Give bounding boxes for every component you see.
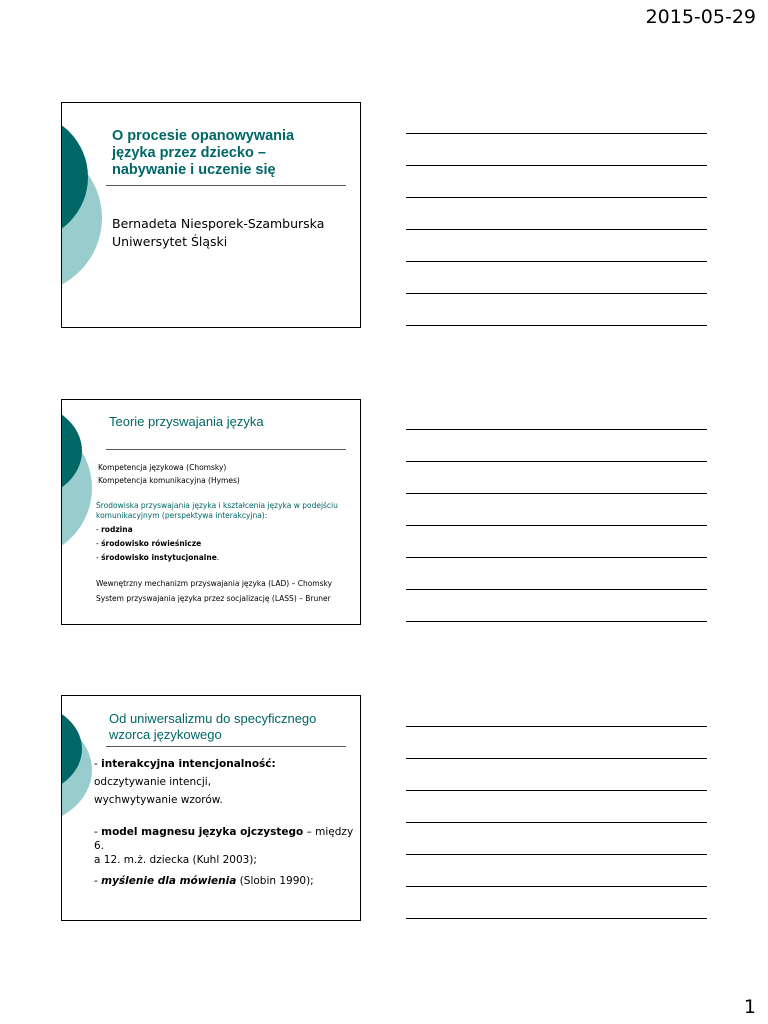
list-item: a 12. m.ż. dziecka (Kuhl 2003); [94, 854, 257, 866]
slide-1-title [112, 128, 346, 179]
bullet-bold-italic: myślenie dla mówienia [101, 875, 237, 887]
bullet-bold: model magnesu języka ojczystego [101, 826, 304, 838]
note-line [406, 790, 707, 791]
bullet-rest: (Slobin 1990); [236, 875, 314, 887]
slide-3-bullet-3 [94, 874, 356, 888]
slide-3-title-line: wzorca językowego [109, 727, 222, 742]
note-line [406, 461, 707, 462]
page-number: 1 [743, 996, 756, 1018]
note-line [406, 758, 707, 759]
note-line [406, 621, 707, 622]
slide-2 [61, 399, 361, 625]
note-line [406, 822, 707, 823]
slide-3-bullet-2 [94, 825, 356, 867]
slide-1-title-line: nabywanie i uczenie się [112, 162, 276, 178]
env-heading-line: Środowiska przyswajania języka i kształcenia języka w podejściu [96, 501, 338, 510]
note-line [406, 854, 707, 855]
slide-1-title-line: języka przez dziecko – [112, 145, 266, 161]
slide-3-body [94, 755, 356, 809]
note-line [406, 197, 707, 198]
slide-1-affiliation: Uniwersytet Śląski [112, 234, 228, 249]
list-item: Kompetencja językowa (Chomsky) [98, 463, 227, 472]
note-line [406, 918, 707, 919]
note-line [406, 133, 707, 134]
env-item-label: rodzina [101, 525, 133, 534]
note-line [406, 886, 707, 887]
note-line [406, 493, 707, 494]
note-line [406, 325, 707, 326]
list-item [94, 874, 356, 888]
dash: - [96, 525, 102, 534]
title-divider [106, 746, 346, 747]
note-line [406, 429, 707, 430]
dash: - [94, 875, 102, 887]
list-item [96, 551, 354, 565]
slide-2-body [98, 461, 354, 487]
title-divider [106, 185, 346, 186]
punctuation: . [216, 553, 220, 562]
env-list [96, 523, 354, 565]
list-item [96, 537, 354, 551]
list-item [96, 523, 354, 537]
list-item: Kompetencja komunikacyjna (Hymes) [98, 476, 240, 485]
note-line [406, 557, 707, 558]
note-line [406, 293, 707, 294]
note-line [406, 165, 707, 166]
bullet-bold: interakcyjna intencjonalność: [101, 758, 276, 770]
dash: - [96, 553, 102, 562]
list-item: System przyswajania języka przez socjalizację (LASS) – Bruner [96, 594, 331, 603]
env-heading-line: komunikacyjnym (perspektywa interakcyjna): [96, 511, 268, 520]
bullet-rest: – między 6. [94, 826, 354, 852]
list-item: Wewnętrzny mechanizm przyswajania języka (LAD) – Chomsky [96, 579, 333, 588]
slide-1-author: Bernadeta Niesporek-Szamburska [112, 216, 325, 231]
note-line [406, 525, 707, 526]
dash: - [96, 539, 102, 548]
list-item [94, 755, 356, 773]
list-item [94, 825, 356, 853]
list-item: wychwytywanie wzorów. [94, 794, 223, 806]
slide-1 [61, 102, 361, 328]
slide-3 [61, 695, 361, 921]
note-line [406, 229, 707, 230]
slide-2-title: Teorie przyswajania języka [109, 414, 264, 429]
note-line [406, 726, 707, 727]
note-line [406, 261, 707, 262]
mechanisms [96, 576, 356, 606]
page-date: 2015-05-29 [645, 6, 756, 28]
env-item-label: środowisko rówieśnicze [101, 539, 202, 548]
slide-3-title [109, 711, 346, 743]
title-divider [106, 449, 346, 450]
slide-3-title-line: Od uniwersalizmu do specyficznego [109, 711, 317, 726]
dash: - [94, 758, 102, 770]
list-item: odczytywanie intencji, [94, 776, 212, 788]
note-line [406, 589, 707, 590]
env-heading [96, 501, 354, 521]
dash: - [94, 826, 102, 838]
slide-1-title-line: O procesie opanowywania [112, 128, 295, 144]
env-item-label: środowisko instytucjonalne [101, 553, 217, 562]
